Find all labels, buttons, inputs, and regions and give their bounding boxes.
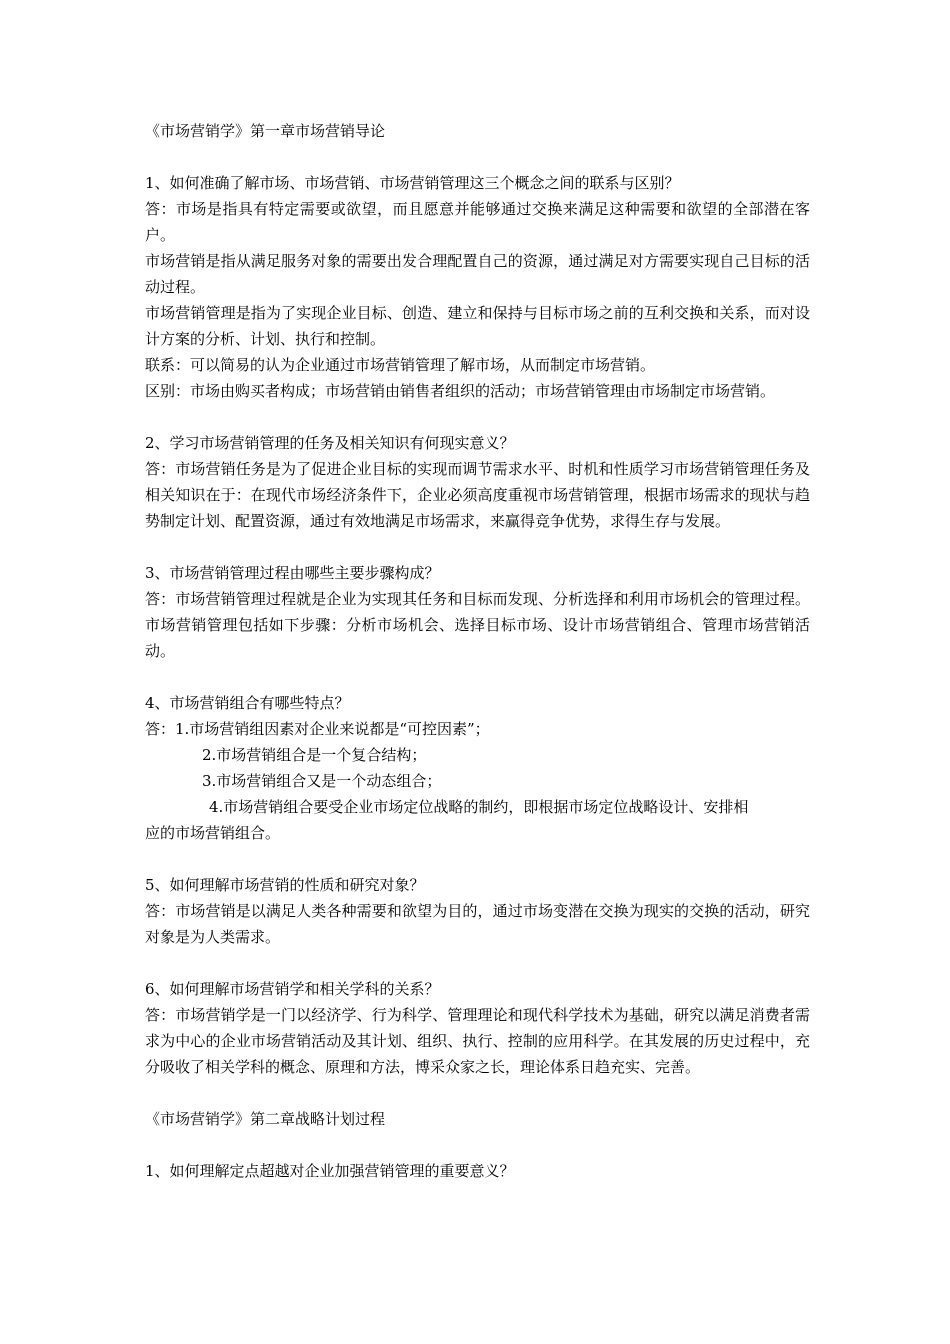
question-6: 6、如何理解市场营销学和相关学科的关系？ — [145, 980, 440, 998]
document-page — [145, 118, 810, 1184]
answer-4-item-4-continued: 应的市场营销组合。 — [145, 824, 281, 842]
answer-1-management: 市场营销管理是指为了实现企业目标、创造、建立和保持与目标市场之前的互利交换和关系，而对设计方案的分析、计划、执行和控制。 — [145, 304, 810, 348]
chapter-1-title: 《市场营销学》第一章市场营销导论 — [145, 122, 386, 140]
spacer — [145, 1132, 810, 1158]
spacer — [145, 144, 810, 170]
question-3: 3、市场营销管理过程由哪些主要步骤构成？ — [145, 564, 440, 582]
spacer — [145, 1080, 810, 1106]
answer-1-relation: 联系：可以简易的认为企业通过市场营销管理了解市场，从而制定市场营销。 — [145, 356, 656, 374]
chapter-2-question-1: 1、如何理解定点超越对企业加强营销管理的重要意义？ — [145, 1162, 515, 1180]
answer-6: 答：市场营销学是一门以经济学、行为科学、管理理论和现代科学技术为基础，研究以满足消费者需求为中心的企业市场营销活动及其计划、组织、执行、控制的应用科学。在其发展的历史过程中，充分吸收了相关学科的概念、原理和方法，博采众家之长，理论体系日趋充实、完善。 — [145, 1006, 810, 1076]
answer-4-item-1: 答：1.市场营销组因素对企业来说都是“可控因素”； — [145, 720, 490, 738]
answer-4-item-4: 4.市场营销组合要受企业市场定位战略的制约，即根据市场定位战略设计、安排相 — [209, 798, 749, 816]
question-5: 5、如何理解市场营销的性质和研究对象？ — [145, 876, 425, 894]
question-2: 2、学习市场营销管理的任务及相关知识有何现实意义？ — [145, 434, 515, 452]
spacer — [145, 534, 810, 560]
answer-1-market: 答：市场是指具有特定需要或欲望，而且愿意并能够通过交换来满足这种需要和欲望的全部潜在客户。 — [145, 200, 810, 244]
question-1: 1、如何准确了解市场、市场营销、市场营销管理这三个概念之间的联系与区别？ — [145, 174, 680, 192]
spacer — [145, 846, 810, 872]
answer-3: 答：市场营销管理过程就是企业为实现其任务和目标而发现、分析选择和利用市场机会的管理过程。市场营销管理包括如下步骤：分析市场机会、选择目标市场、设计市场营销组合、管理市场营销活动。 — [145, 590, 810, 660]
answer-4-item-2: 2.市场营销组合是一个复合结构； — [202, 746, 427, 764]
spacer — [145, 950, 810, 976]
answer-1-marketing: 市场营销是指从满足服务对象的需要出发合理配置自己的资源，通过满足对方需要实现自己目标的活动过程。 — [145, 252, 810, 296]
answer-4-item-3: 3.市场营销组合又是一个动态组合； — [202, 772, 442, 790]
answer-5: 答：市场营销是以满足人类各种需要和欲望为目的，通过市场变潜在交换为现实的交换的活动，研究对象是为人类需求。 — [145, 902, 810, 946]
answer-2: 答：市场营销任务是为了促进企业目标的实现而调节需求水平、时机和性质学习市场营销管理任务及相关知识在于：在现代市场经济条件下，企业必须高度重视市场营销管理，根据市场需求的现状与趋势制定计划、配置资源，通过有效地满足市场需求，来赢得竞争优势，求得生存与发展。 — [145, 460, 810, 530]
spacer — [145, 664, 810, 690]
spacer — [145, 404, 810, 430]
chapter-2-title: 《市场营销学》第二章战略计划过程 — [145, 1110, 386, 1128]
question-4: 4、市场营销组合有哪些特点？ — [145, 694, 350, 712]
answer-1-difference: 区别：市场由购买者构成；市场营销由销售者组织的活动；市场营销管理由市场制定市场营销。 — [145, 382, 776, 400]
